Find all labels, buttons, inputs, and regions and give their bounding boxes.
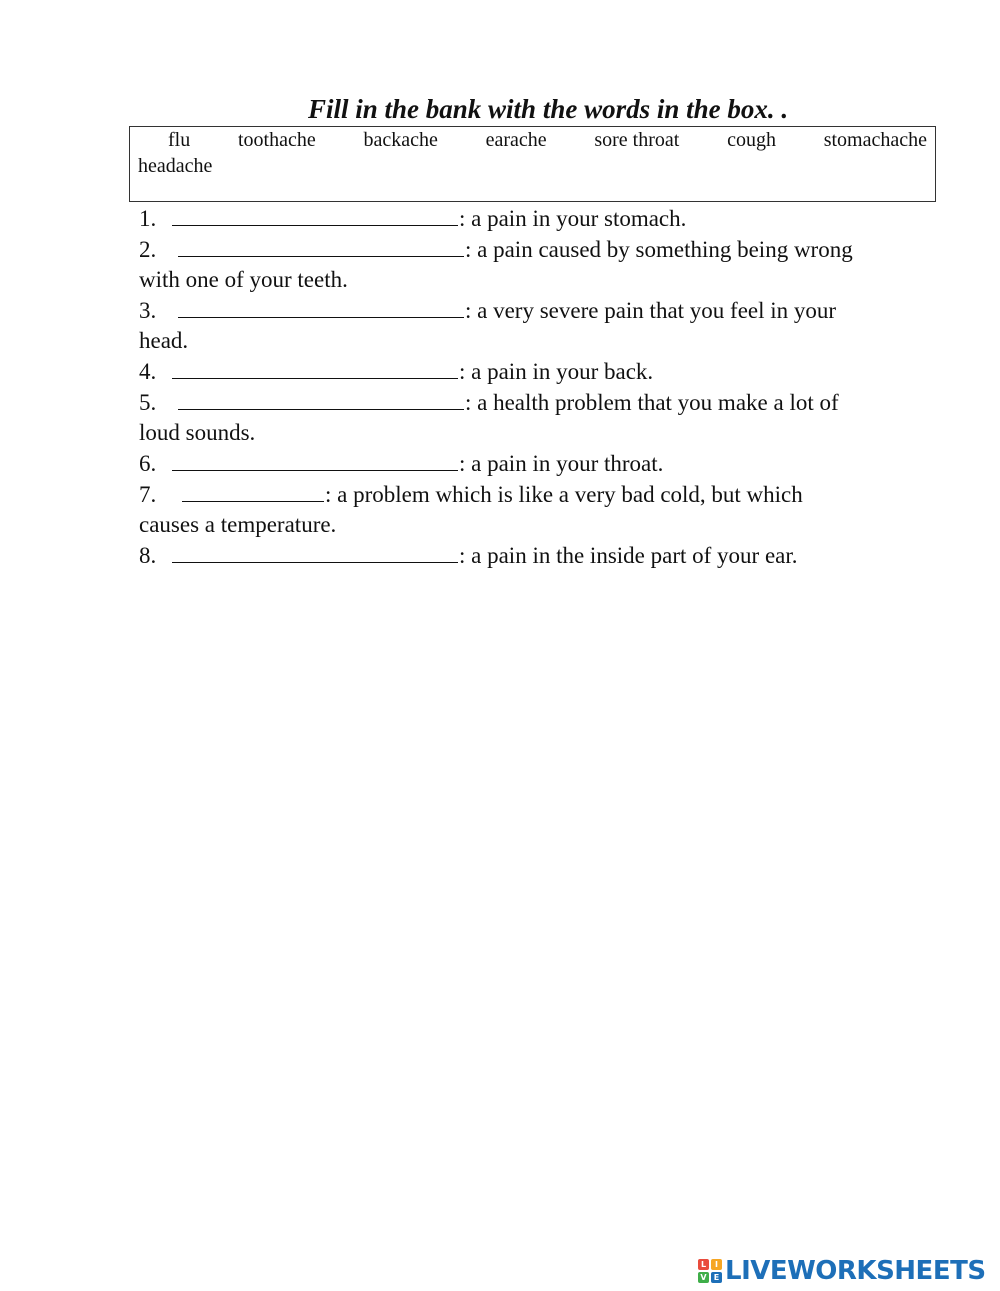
word-bank-item: earache: [485, 129, 547, 151]
answer-blank-4[interactable]: [172, 356, 458, 379]
question-4: [139, 356, 928, 387]
question-list: [139, 203, 928, 571]
question-text: : a pain in your throat.: [459, 451, 664, 476]
word-bank-item: stomachache: [823, 129, 927, 151]
question-5-continuation: loud sounds.: [139, 420, 256, 445]
question-text: : a pain in your stomach.: [459, 206, 687, 231]
question-8: [139, 540, 928, 571]
question-6: [139, 448, 928, 479]
logo-icon: [698, 1259, 722, 1283]
answer-blank-2[interactable]: [178, 234, 464, 257]
answer-blank-7[interactable]: [182, 479, 324, 502]
question-number: 3.: [139, 298, 157, 323]
answer-blank-5[interactable]: [178, 387, 464, 410]
question-text: : a very severe pain that you feel in your: [465, 298, 837, 323]
logo-block: I: [711, 1259, 722, 1270]
word-bank-item: headache: [138, 155, 213, 177]
question-number: 8.: [139, 543, 157, 568]
question-3: [139, 295, 928, 326]
word-bank-item: sore throat: [594, 129, 680, 151]
question-number: 7.: [139, 482, 157, 507]
question-7: [139, 479, 928, 510]
word-row: [168, 127, 927, 153]
answer-blank-8[interactable]: [172, 540, 458, 563]
worksheet-title: Fill in the bank with the words in the box. .: [308, 94, 789, 124]
question-text: : a pain in the inside part of your ear.: [459, 543, 798, 568]
question-3-continuation: head.: [139, 328, 189, 353]
question-text: : a problem which is like a very bad cold, but which: [325, 482, 803, 507]
question-7-continuation: causes a temperature.: [139, 512, 337, 537]
logo-block: E: [711, 1272, 722, 1283]
answer-blank-6[interactable]: [172, 448, 458, 471]
logo-text: LIVEWORKSHEETS: [725, 1256, 986, 1286]
word-bank-item: backache: [363, 129, 438, 151]
answer-blank-1[interactable]: [172, 203, 458, 226]
word-bank-item: toothache: [237, 129, 316, 151]
question-text: : a pain caused by something being wrong: [465, 237, 853, 262]
question-2: [139, 234, 928, 265]
question-number: 2.: [139, 237, 157, 262]
question-text: : a health problem that you make a lot of: [465, 390, 839, 415]
question-5: [139, 387, 928, 418]
question-2-continuation: with one of your teeth.: [139, 267, 348, 292]
logo-block: V: [698, 1272, 709, 1283]
word-box: [129, 126, 936, 202]
answer-blank-3[interactable]: [178, 295, 464, 318]
question-1: [139, 203, 928, 234]
word-bank-item: cough: [727, 129, 776, 151]
question-text: : a pain in your back.: [459, 359, 654, 384]
question-number: 4.: [139, 359, 157, 384]
liveworksheets-logo: [698, 1257, 986, 1285]
question-number: 1.: [139, 206, 157, 231]
question-number: 6.: [139, 451, 157, 476]
question-number: 5.: [139, 390, 157, 415]
word-bank-item: flu: [168, 129, 191, 151]
logo-block: L: [698, 1259, 709, 1270]
